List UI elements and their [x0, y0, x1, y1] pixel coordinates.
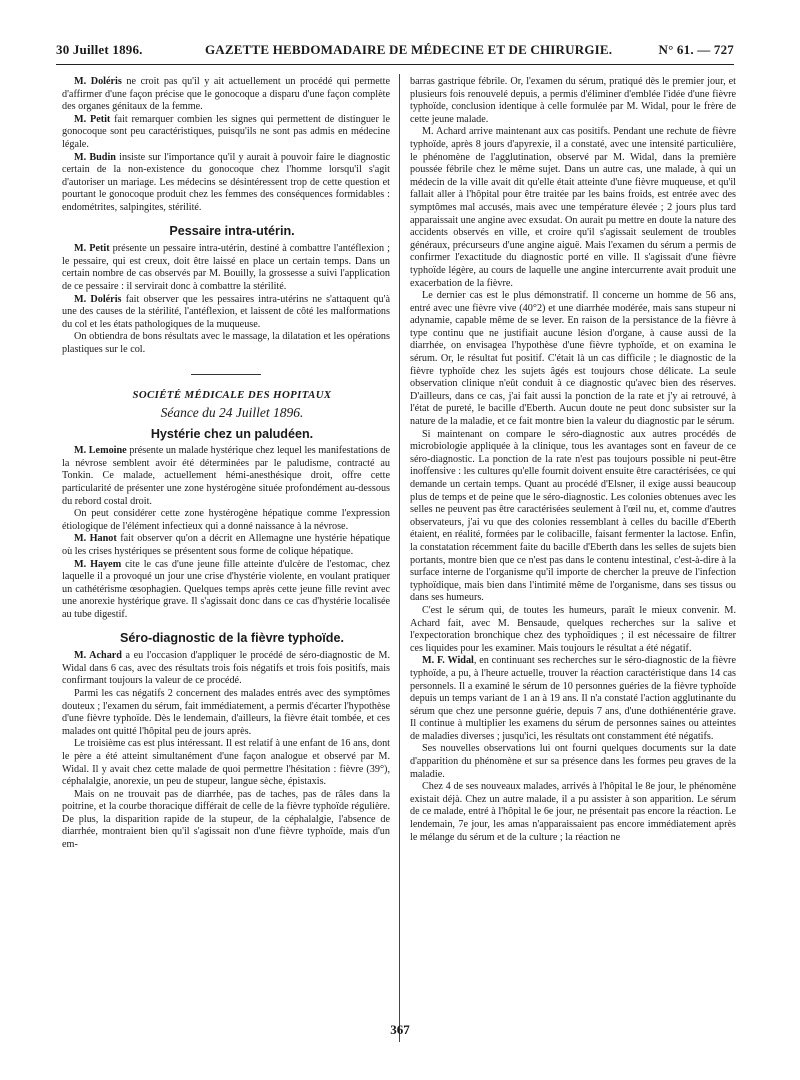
paragraph: M. Achard arrive maintenant aux cas positifs. Pendant une rechute de fièvre typhoïde, après 8 jours d'apyrexie, il a constaté, avec une intensité particulière, le phénomène de l'agglutination, observé par M. Widal, dans la première poussée fébrile chez le même sujet. Dans un autre cas, une malade, à qui un médecin de la ville avait dit qu'elle était atteinte d'une fièvre muqueuse, et qu'il fallait aller à l'hôpital pour être traitée par les bains froids, est entrée avec des symptômes mal accusés, mais avec une température élevée ; 2 jours plus tard apparaissait une angine avec exsudat. On aurait pu mettre en doute la nature des accidents observés en ville, et croire qu'il s'agissait seulement de troubles généraux, précurseurs d'une angine aiguë. Mais l'examen du sérum a permis de confirmer l'exactitude du diagnostic porté en ville. Il s'agissait d'une fièvre typhoïde légère, au cours de laquelle une angine intercurrente avait produit une exacerbation de la fièvre.: [410, 126, 736, 289]
paragraph: M. Lemoine présente un malade hystérique chez lequel les manifestations de la névrose semblent avoir été déterminées par le paludisme, contracté au Tonkin. Ce malade, actuellement hémi-anesthésique droit, offre cette particularité de présenter une zone hystérogène située profondément au-dessous du rebord costal droit.: [62, 445, 391, 507]
paragraph: M. Petit présente un pessaire intra-utérin, destiné à combattre l'antéflexion ; le pessaire, qui est creux, doit être laissé en place un certain temps. Dans un certain nombre de cas observés par M. Bouilly, la grossesse a suivi l'application de ce pessaire : il servirait donc à combattre la stérilité.: [62, 243, 390, 292]
paragraph: On peut considérer cette zone hystérogène hépatique comme l'expression étiologique de l'élément infectieux qui a donné naissance à la névrose.: [62, 508, 390, 532]
paragraph: C'est le sérum qui, de toutes les humeurs, paraît le mieux convenir. M. Achard fait, avec M. Bensaude, quelques recherches sur la salive et l'expectoration bronchique chez des typhoïdiques ; il est nécessaire de filtrer ces liquides pour les examiner. Mais toujours le résultat a été négatif.: [410, 604, 736, 654]
paragraph: M. Achard a eu l'occasion d'appliquer le procédé de séro-diagnostic de M. Widal dans 6 cas, avec des résultats trois fois négatifs et trois fois positifs, mais confirmant toujours la valeur de ce procédé.: [62, 650, 390, 687]
paragraph: Le troisième cas est plus intéressant. Il est relatif à une enfant de 16 ans, dont le père a été atteint simultanément d'une façon analogue et observé par M. Widal. Il y avait chez cette malade de quoi permettre l'hésitation : fièvre (39°), céphalalgie, anorexie, un peu de stupeur, langue sèche, épistaxis.: [62, 738, 390, 788]
running-header: [56, 40, 734, 62]
paragraph: barras gastrique fébrile. Or, l'examen du sérum, pratiqué dès le premier jour, et plusieurs fois renouvelé depuis, a permis d'éliminer d'emblée l'idée d'une fièvre typhoïde, conclusion identique à celle formulée par M. Widal, pour le frère de cette jeune malade.: [410, 76, 736, 125]
paragraph: M. F. Widal, en continuant ses recherches sur le séro-diagnostic de la fièvre typhoïde, a pu, à l'heure actuelle, trouver la réaction caractéristique dans 14 cas personnels. Il a examiné le sérum de 10 personnes guéries de la fièvre typhoïde depuis un temps variant de 1 an à 19 ans. Il n'a constaté l'action agglutinante du sérum que chez une personne guérie, depuis 7 ans, d'une dothiénentérie grave. Il continue à multiplier les examens du sérum de personnes saines ou atteintes de maladies diverses ; jusqu'ici, les résultats ont constamment été négatifs.: [410, 655, 736, 742]
paragraph: M. Budin insiste sur l'importance qu'il y aurait à pouvoir faire le diagnostic certain de la non-existence du gonocoque chez l'homme lorsqu'il s'agit d'autoriser un mariage. Les médecins se désintéressent trop de cette question et pourtant le gonocoque produit chez les femmes des conséquences formidables : endométrites, salpingites, stérilité.: [62, 151, 390, 213]
paragraph: Parmi les cas négatifs 2 concernent des malades entrés avec des symptômes douteux ; l'examen du sérum, fait immédiatement, a permis d'écarter l'hypothèse d'une fièvre typhoïde. Dès le lendemain, d'ailleurs, la fièvre était tombée, et ces malades ont quitté l'hôpital peu de jours après.: [62, 687, 390, 737]
speaker-name: M. Budin: [74, 151, 116, 163]
section-heading: Hystérie chez un paludéen.: [150, 426, 314, 441]
paragraph: M. Petit fait remarquer combien les signes qui permettent de distinguer le gonocoque sont peu caractéristiques, puisqu'ils ne sont pas admis en médecine légale.: [62, 113, 390, 150]
speaker-name: M. F. Widal: [422, 655, 474, 667]
section-heading: Séro-diagnostic de la fièvre typhoïde.: [120, 630, 344, 645]
paragraph: On obtiendra de bons résultats avec le massage, la dilatation et les opérations plastiques sur le col.: [62, 331, 390, 355]
society-title: SOCIÉTÉ MÉDICALE DES HOPITAUX: [132, 389, 332, 402]
page-number: 367: [390, 1022, 410, 1037]
speaker-name: M. Petit: [74, 113, 111, 125]
speaker-name: M. Lemoine: [74, 445, 127, 457]
speaker-name: M. Doléris: [74, 76, 122, 87]
paragraph: Mais on ne trouvait pas de diarrhée, pas de taches, pas de râles dans la poitrine, et la courbe thoracique différait de celle de la fièvre typhoïde régulière. De plus, la disparition rapide de la stupeur, de la céphalalgie, l'absence de diarrhée, montraient bien qu'il s'agissait non d'une fièvre typhoïde, mais d'un em-: [62, 788, 390, 851]
left-column: [62, 76, 390, 852]
paragraph: M. Hanot fait observer qu'on a décrit en Allemagne une hystérie hépatique où les crises hystériques se présentent sous forme de colique hépatique.: [62, 533, 390, 557]
paragraph: Si maintenant on compare le séro-diagnostic aux autres procédés de microbiologie appliquée à la clinique, tous les avantages sont en faveur de ce séro-diagnostic. La ponction de la rate n'est pas toujours possible ni peut-être inoffensive : les cultures qu'elle fournit doivent ensuite être caractérisées, ce qui demande un certain temps. Quant au procédé d'Elsner, il exige aussi beaucoup plus de temps et de peine que le séro-diagnostic. Les colonies obtenues avec les selles ne peuvent pas être caractérisées seulement à l'œil nu, et, comme d'autres observateurs, j'ai vu que des colonies ressemblant à celles du bacille d'Eberth étaient, en réalité, formées par le colibacille, faisant fermenter la lactose. Enfin, la constatation récemment faite du bacille d'Eberth dans les selles de sujets bien portants, montre bien que ce n'est pas dans le contenu intestinal, c'est-à-dire à la surface interne de l'organisme qu'il importe de chercher la preuve de l'infection typhoïdique, mais bien dans l'intimité même de l'organisme, dans ses tissus ou dans ses humeurs.: [410, 428, 736, 604]
speaker-name: M. Hanot: [74, 533, 117, 545]
column-divider: [399, 74, 400, 1042]
speaker-name: M. Achard: [74, 650, 122, 662]
speaker-name: M. Hayem: [74, 558, 122, 570]
paragraph: M. Hayem cite le cas d'une jeune fille atteinte d'ulcère de l'estomac, chez laquelle il a provoqué un jour une crise d'hystérie violente, en voulant pratiquer un cathétérisme œsophagien. Quelques temps après cette jeune fille revint avec une anorexie hystérique grave. Il s'agissait donc dans ce cas d'hystérie localisée au tube digestif.: [62, 558, 390, 620]
paragraph: M. Doléris fait observer que les pessaires intra-utérins ne s'attaquent qu'à une des causes de la stérilité, l'antéflexion, et laissent de côté les malformations du col et les états pathologiques de la muqueuse.: [62, 293, 390, 330]
speaker-name: M. Doléris: [74, 293, 122, 305]
paragraph: Ses nouvelles observations lui ont fourni quelques documents sur la date d'apparition du phénomène et sur sa présence dans les formes peu graves de la maladie.: [410, 743, 736, 780]
right-column: [410, 76, 736, 844]
header-journal-title: GAZETTE HEBDOMADAIRE DE MÉDECINE ET DE CHIRURGIE.: [205, 42, 613, 57]
header-date: 30 Juillet 1896.: [56, 42, 143, 57]
paragraph: M. Doléris ne croit pas qu'il y ait actuellement un procédé qui permette d'affirmer d'une façon précise que le gonocoque a disparu d'une façon complète des organes génitaux de la femme.: [62, 76, 390, 113]
session-date: Séance du 24 Juillet 1896.: [160, 405, 304, 421]
header-issue-number: N° 61. — 727: [658, 42, 734, 57]
section-heading: Pessaire intra-utérin.: [169, 223, 295, 238]
speaker-name: M. Petit: [74, 243, 110, 255]
header-rule: [56, 64, 734, 65]
paragraph: Le dernier cas est le plus démonstratif. Il concerne un homme de 56 ans, entré avec une fièvre vive (40°2) et une diarrhée modérée, mais sans stupeur ni adynamie, capable même de se lever. En raison de la persistance de la fièvre à type continu que ne justifiait aucune lésion d'organe, à cause aussi de la diarrhée, on envisagea l'hypothèse d'une fièvre typhoïde, et on examina le sérum. Or, le résultat fut positif. C'était là un cas difficile ; le diagnostic de la fièvre typhoïde chez les sujets âgés est toujours chose délicate. La seule observation clinique n'eût conduit à ce diagnostic qu'avec bien des réserves. D'ailleurs, dans ce cas, j'ai fait aussi la ponction de la rate et j'y ai retrouvé, à l'état de pureté, le bacille d'Eberth. Aucun doute ne peut donc subsister sur la nature de la maladie, et ce fait montre bien la valeur du diagnostic par le sérum.: [410, 290, 736, 428]
paragraph: Chez 4 de ses nouveaux malades, arrivés à l'hôpital le 8e jour, le phénomène existait déjà. Chez un autre malade, il a pu assister à son apparition. Le sérum de ce malade, entré à l'hôpital le 6e jour, ne présentait pas encore la réaction. Le lendemain, 7e jour, les amas n'apparaissaient pas encore immédiatement après le mélange du sérum et de la culture ; la réaction ne: [410, 781, 736, 843]
